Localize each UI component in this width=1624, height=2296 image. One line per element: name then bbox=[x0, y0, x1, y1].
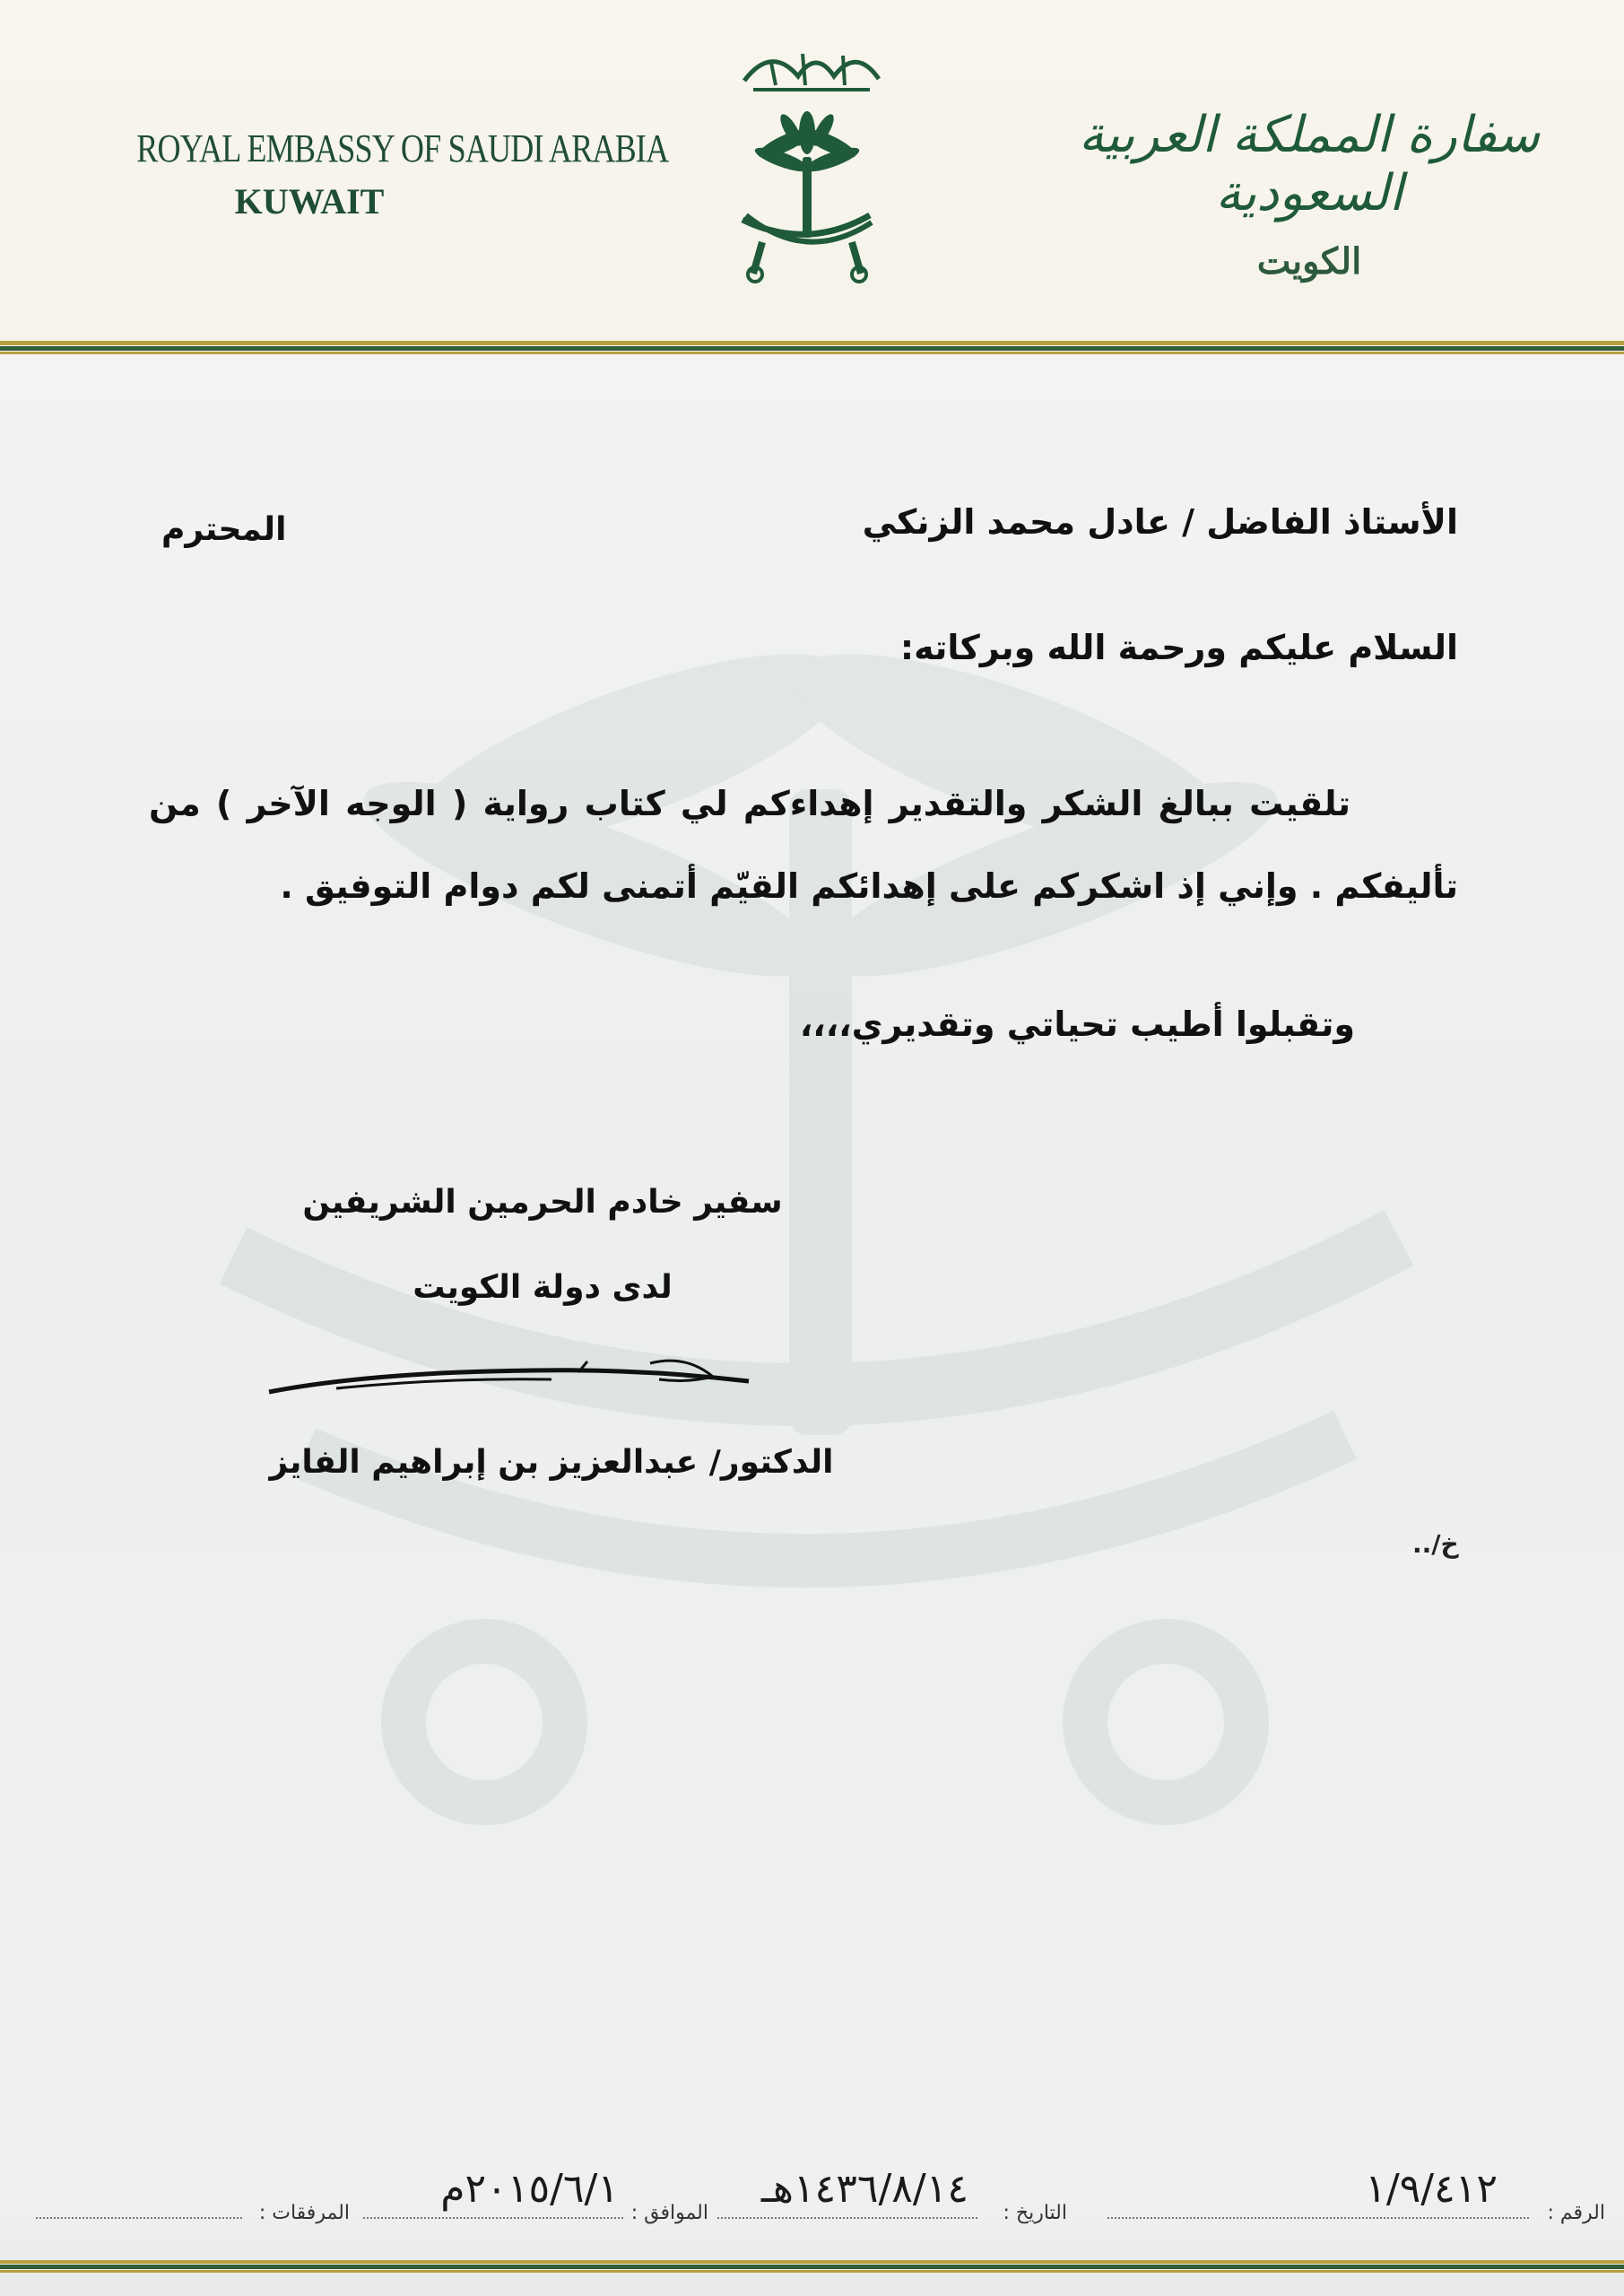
footer-divider bbox=[0, 2260, 1624, 2274]
footer-number-dots bbox=[1107, 2217, 1529, 2219]
footer-date-value: ١٤٣٦/٨/١٤هـ bbox=[760, 2166, 968, 2212]
document-footer bbox=[27, 2152, 1605, 2224]
letter-body: تلقيت ببالغ الشكر والتقدير إهداءكم لي كتاب رواية ( الوجه الآخر ) من تأليفكم . وإني إذ اشكركم على إهدائكم القيّم أتمنى لكم دوام التوفيق . bbox=[149, 784, 1458, 906]
handwritten-signature bbox=[265, 1345, 758, 1408]
closing-line: وتقبلوا أطيب تحياتي وتقديري،،،، bbox=[799, 1004, 1355, 1044]
signatory-title-line1: سفير خادم الحرمين الشريفين bbox=[302, 1184, 783, 1221]
signatory-title-line2: لدى دولة الكويت bbox=[413, 1269, 673, 1306]
signatory-name: الدكتور/ عبدالعزيز بن إبراهيم الفايز bbox=[269, 1444, 834, 1481]
footer-attachments-label: المرفقات : bbox=[258, 2202, 350, 2224]
embassy-name-english bbox=[99, 126, 669, 222]
embassy-title-en: ROYAL EMBASSY OF SAUDI ARABIA bbox=[136, 126, 669, 170]
footer-corresponding-value: ٢٠١٥/٦/١م bbox=[440, 2166, 619, 2212]
footer-corresponding-dots bbox=[363, 2217, 623, 2219]
addressee: الأستاذ الفاضل / عادل محمد الزنكي bbox=[862, 502, 1458, 542]
footer-number-value: ١/٩/٤١٢ bbox=[1365, 2166, 1498, 2212]
footer-number-label: الرقم : bbox=[1547, 2202, 1605, 2224]
embassy-city-ar: الكويت bbox=[1256, 240, 1362, 283]
respected-title: المحترم bbox=[161, 511, 287, 548]
embassy-name-arabic bbox=[1058, 106, 1560, 283]
footer-date-label: التاريخ : bbox=[1003, 2202, 1067, 2224]
footer-date-dots bbox=[717, 2217, 977, 2219]
embassy-title-ar: سفارة المملكة العربية السعودية bbox=[1078, 106, 1541, 222]
greeting: السلام عليكم ورحمة الله وبركاته: bbox=[899, 628, 1458, 667]
footer-attachments-dots bbox=[36, 2217, 242, 2219]
header-divider bbox=[0, 341, 1624, 357]
embassy-city-en: KUWAIT bbox=[234, 181, 385, 222]
basmala-calligraphy bbox=[735, 36, 888, 99]
palm-swords-emblem-icon bbox=[735, 108, 879, 287]
footer-corresponding-label: الموافق : bbox=[630, 2202, 708, 2224]
initials: خ/.. bbox=[1412, 1529, 1459, 1559]
